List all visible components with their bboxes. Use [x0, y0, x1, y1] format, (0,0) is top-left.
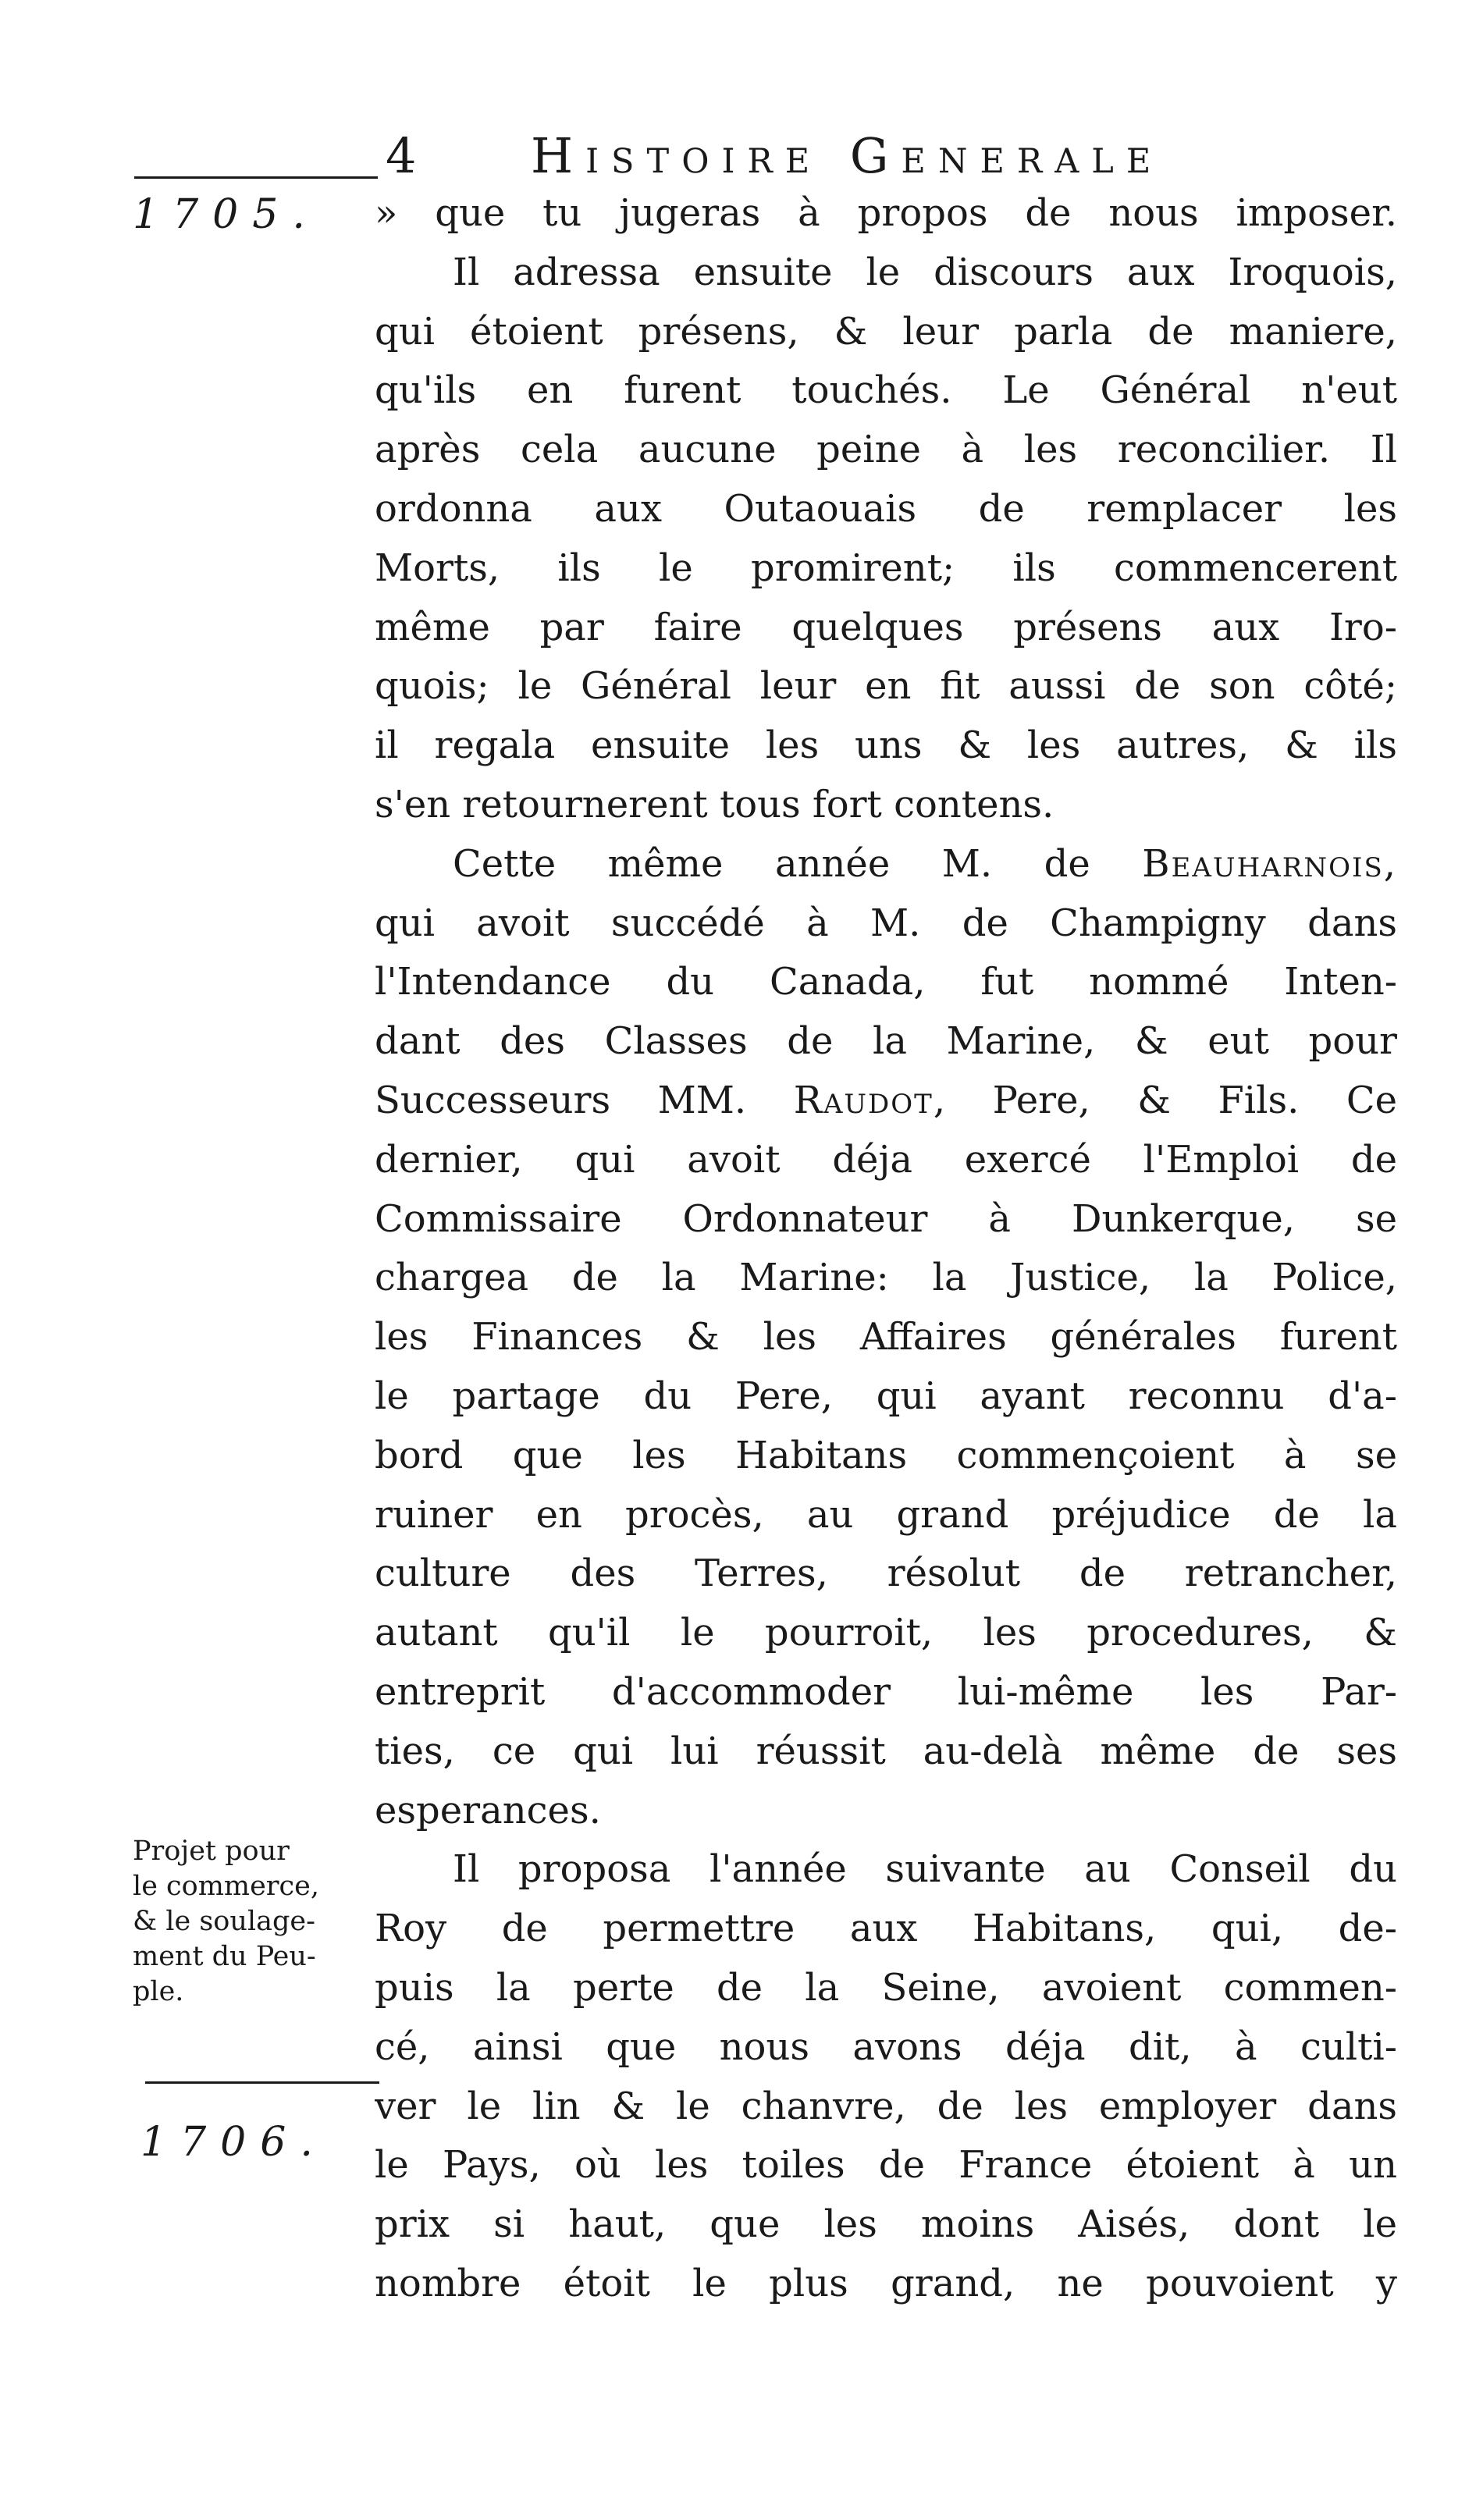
- text-line: le partage du Pere, qui ayant reconnu d'a-: [375, 1374, 1397, 1418]
- text-line: qu'ils en furent touchés. Le Général n'eut: [375, 368, 1397, 413]
- text-line: cé, ainsi que nous avons déja dit, à culti-: [375, 2024, 1397, 2069]
- text-line: puis la perte de la Seine, avoient commen-: [375, 1965, 1397, 2010]
- name-beauharnois: Beauharnois,: [1142, 841, 1397, 886]
- text-line: dernier, qui avoit déja exercé l'Emploi de: [375, 1137, 1397, 1182]
- marginal-note-line: le commerce,: [133, 1871, 319, 1902]
- text-line: [375, 1072, 1397, 1131]
- marginal-note-line: & le soulage-: [133, 1906, 315, 1937]
- header-rule: [134, 176, 378, 179]
- text-line: esperances.: [375, 1788, 601, 1832]
- text-line: Il proposa l'année suivante au Conseil du: [453, 1847, 1397, 1892]
- text-line: [375, 835, 1397, 894]
- text-line: chargea de la Marine: la Justice, la Police,: [375, 1256, 1397, 1300]
- text-line: entreprit d'accommoder lui-même les Par-: [375, 1669, 1397, 1714]
- text-fragment: Cette même année M. de: [453, 841, 1090, 886]
- text-line: » que tu jugeras à propos de nous imposer.: [375, 191, 1397, 235]
- text-fragment: Successeurs MM.: [375, 1078, 747, 1122]
- text-line: il regala ensuite les uns & les autres, & ils: [375, 723, 1397, 768]
- text-line: bord que les Habitans commençoient à se: [375, 1433, 1397, 1477]
- text-line: Il adressa ensuite le discours aux Iroquois,: [453, 250, 1397, 294]
- text-line: l'Intendance du Canada, fut nommé Inten-: [375, 960, 1397, 1004]
- text-line: le Pays, où les toiles de France étoient à un: [375, 2143, 1397, 2188]
- text-line: Roy de permettre aux Habitans, qui, de-: [375, 1907, 1397, 1951]
- margin-year-1706: 1706.: [140, 2119, 327, 2166]
- body-text: [375, 184, 1397, 2314]
- marginal-note-line: ple.: [133, 1976, 184, 2007]
- marginal-note-line: ment du Peu-: [133, 1941, 316, 1972]
- text-fragment: , Pere, & Fils. Ce: [933, 1078, 1397, 1122]
- name-raudot: Raudot: [793, 1078, 934, 1122]
- marginal-note-line: Projet pour: [133, 1836, 290, 1867]
- marginal-note: [133, 1834, 375, 2010]
- text-line: ruiner en procès, au grand préjudice de la: [375, 1492, 1397, 1537]
- text-line: qui étoient présens, & leur parla de maniere,: [375, 309, 1397, 354]
- text-line: nombre étoit le plus grand, ne pouvoient y: [375, 2261, 1397, 2305]
- text-line: s'en retournerent tous fort contens.: [375, 782, 1054, 826]
- page-number: 4: [386, 127, 418, 184]
- text-line: quois; le Général leur en fit aussi de son côté;: [375, 664, 1397, 709]
- running-title: Histoire Generale: [531, 127, 1164, 184]
- text-line: Commissaire Ordonnateur à Dunkerque, se: [375, 1196, 1397, 1241]
- text-line: prix si haut, que les moins Aisés, dont le: [375, 2202, 1397, 2247]
- text-line: ver le lin & le chanvre, de les employer dans: [375, 2084, 1397, 2128]
- text-line: après cela aucune peine à les reconcilier. Il: [375, 428, 1397, 472]
- text-line: Morts, ils le promirent; ils commencerent: [375, 546, 1397, 590]
- text-line: même par faire quelques présens aux Iro-: [375, 605, 1397, 649]
- text-line: ties, ce qui lui réussit au-delà même de ses: [375, 1729, 1397, 1773]
- text-line: les Finances & les Affaires générales furent: [375, 1315, 1397, 1360]
- text-line: ordonna aux Outaouais de remplacer les: [375, 486, 1397, 531]
- marginal-rule: [145, 2081, 379, 2084]
- text-line: autant qu'il le pourroit, les procedures, &: [375, 1611, 1397, 1655]
- margin-year-1705: 1705.: [133, 191, 319, 238]
- text-line: qui avoit succédé à M. de Champigny dans: [375, 901, 1397, 945]
- text-line: culture des Terres, résolut de retrancher,: [375, 1551, 1397, 1596]
- text-line: dant des Classes de la Marine, & eut pour: [375, 1019, 1397, 1064]
